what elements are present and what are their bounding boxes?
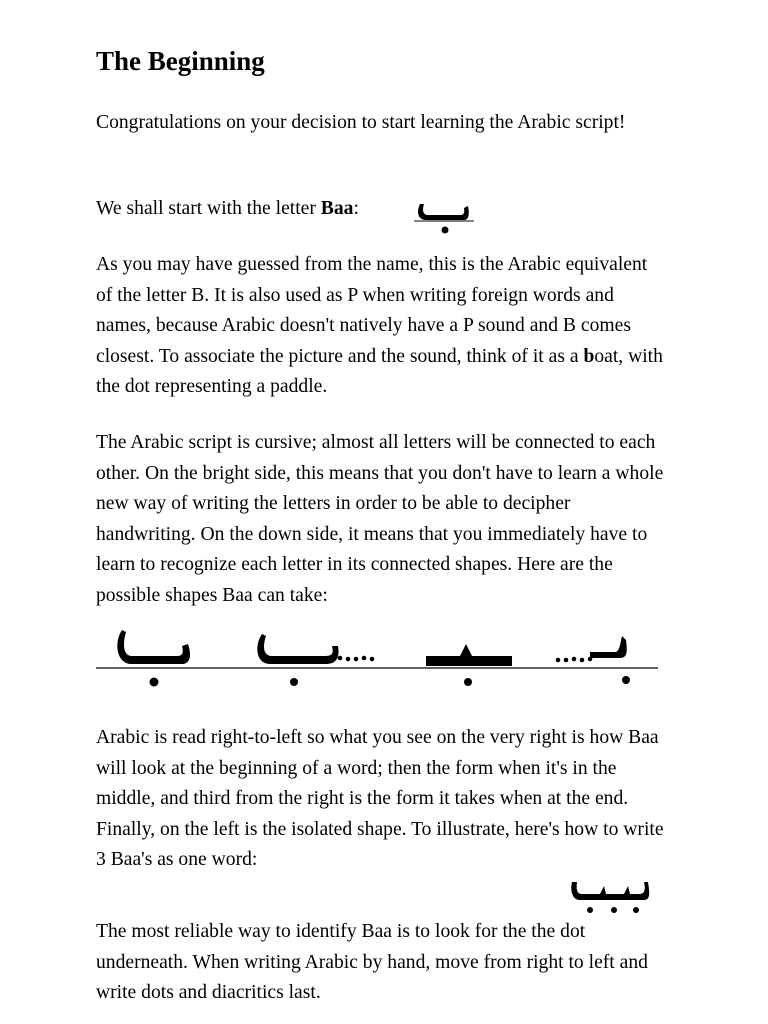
reading-direction-paragraph: Arabic is read right-to-left so what you see on the very right is how Baa will look at the beginning of a word; then the form when it's in the middle, and third from the right is the form it takes when at the end. Finally, on the left is the isolated shape. To illustrate, here's how to write 3 Baa's as one word: [96,727,664,870]
letter-intro-prefix: We shall start with the letter [96,198,321,219]
baa-letter-illustration [412,192,476,240]
cursive-paragraph: The Arabic script is cursive; almost all letters will be connected to each other. On the bright side, this means that you don't have to learn a whole new way of writing the letters in order to be able to decipher handwriting. On the down side, it means that you immediately have to learn to recognize each letter in its connected shapes. Here are the possible shapes Baa can take: [96,432,664,606]
letter-intro-suffix: : [353,198,359,219]
baa-form-final [257,634,374,686]
baa-form-medial [426,644,512,686]
letter-name: Baa [320,198,354,219]
baa-description-end: oat, with the dot representing a paddle. [96,345,663,397]
baa-description-text: As you may have guessed from the name, this is the Arabic equivalent of the letter B. It is also used as P when writing foreign words and names, because Arabic doesn't natively have a P sound and B comes closest. To associate the picture and the sound, think of it as a [96,254,648,367]
three-baa-word-illustration [568,874,654,920]
baa-description-paragraph [96,250,666,403]
baa-form-initial [556,636,630,684]
boat-bold-letter: b [583,345,595,367]
baa-forms-illustration [96,624,658,690]
baa-isolated-glyph [414,204,474,234]
baa-dot [442,227,449,234]
baa-form-isolated [117,630,190,687]
dot-paragraph: The most reliable way to identify Baa is to look for the the dot underneath. When writing Arabic by hand, move from right to left and write dots and diacritics last. [96,921,648,1003]
three-baa-word-glyph [571,882,649,913]
letter-intro-line [96,194,666,225]
intro-paragraph: Congratulations on your decision to start learning the Arabic script! [96,112,626,133]
page-title: The Beginning [96,46,265,76]
